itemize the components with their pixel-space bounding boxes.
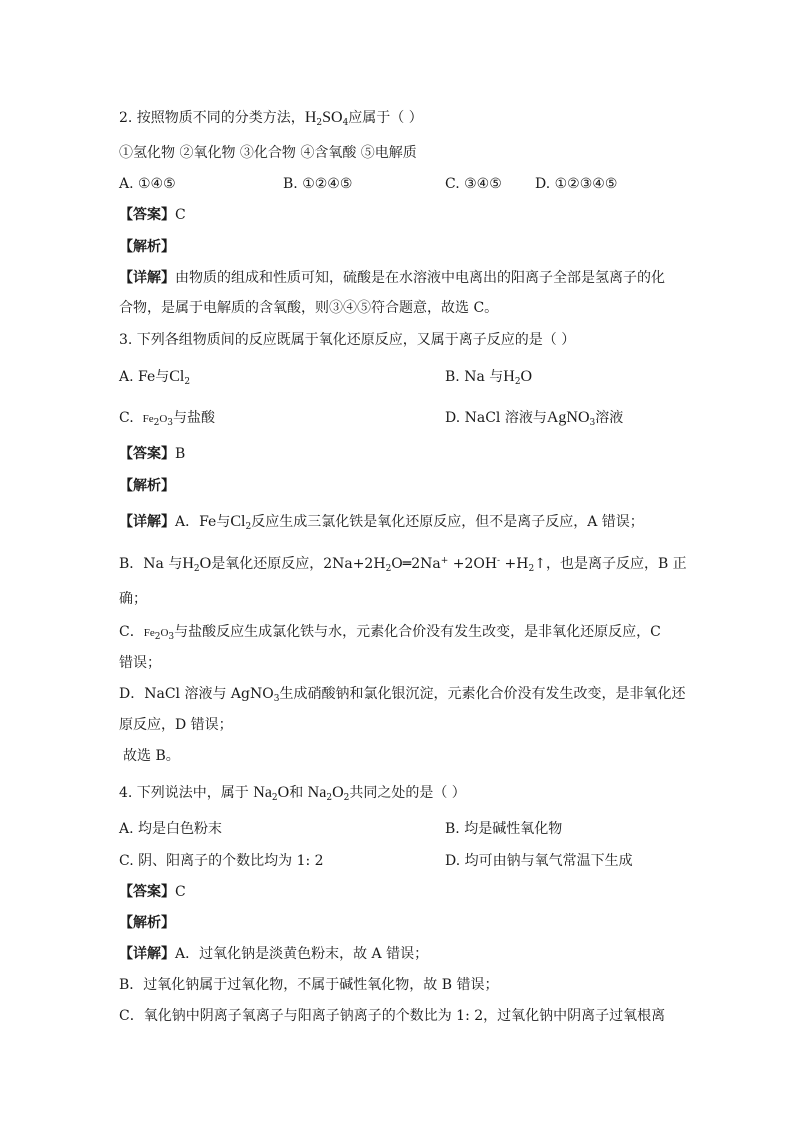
q3-detail-d-cont: 原反应，D 错误； <box>119 717 233 733</box>
q3-option-b: B. Na 与$H_2O$ <box>445 368 533 387</box>
q3-option-c: C. $Fe_2O_3$与盐酸 <box>119 410 215 428</box>
q3-detail-c: C．$Fe_2O_3$与盐酸反应生成氯化铁与水，元素化合价没有发生改变，是非氧化还原反应，C <box>119 624 661 642</box>
q3-option-a: A. Fe与$Cl_2$ <box>119 368 191 387</box>
q2-detail-2: 合物，是属于电解质的含氧酸，则③④⑤符合题意，故选 C。 <box>119 300 499 316</box>
q3-conclusion: 故选 B。 <box>123 748 180 764</box>
q3-option-d: D. NaCl 溶液与AgNO$_3$溶液 <box>445 409 624 428</box>
q4-option-c: C. 阴、阳离子的个数比均为 1: 2 <box>119 853 324 869</box>
q3-detail-a: 【详解】A．Fe与$Cl_2$反应生成三氯化铁是氧化还原反应，但不是离子反应，A 错误； <box>119 513 644 532</box>
q4-stem: 4. 下列说法中，属于 $Na_2O$和 $Na_2O_2$共同之处的是（ ） <box>119 784 466 803</box>
q3-detail-b-cont: 确； <box>119 591 147 607</box>
q3-analysis-label: 【解析】 <box>119 478 175 494</box>
q3-detail-c-cont: 错误； <box>119 655 161 671</box>
q2-analysis-label: 【解析】 <box>119 239 175 255</box>
q2-option-b: B. ①②④⑤ <box>283 176 353 192</box>
q2-stem: 2. 按照物质不同的分类方法，$H_2SO_4$应属于（ ） <box>119 109 423 128</box>
q3-detail-b: B．Na 与$H_2O$是氧化还原反应，$2Na+2H_2O═2Na^+ +2OH^-$ $+H_2↑$，也是离子反应，B 正 <box>119 555 687 574</box>
q4-answer: 【答案】C <box>119 884 186 900</box>
q4-analysis-label: 【解析】 <box>119 915 175 931</box>
q2-option-d: D. ①②③④⑤ <box>535 176 618 192</box>
q3-detail-d: D．NaCl 溶液与 AgNO$_3$生成硝酸钠和氯化银沉淀，元素化合价没有发生改变，是非氧化还 <box>119 686 686 704</box>
q2-items: ①氢化物 ②氧化物 ③化合物 ④含氧酸 ⑤电解质 <box>119 145 417 161</box>
q2-detail-1: 【详解】由物质的组成和性质可知，硫酸是在水溶液中电离出的阳离子全部是氢离子的化 <box>119 270 665 286</box>
q3-stem: 3. 下列各组物质间的反应既属于氧化还原反应，又属于离子反应的是（ ） <box>119 332 576 348</box>
q2-option-a: A. ①④⑤ <box>119 176 176 192</box>
q4-detail-b: B．过氧化钠属于过氧化物，不属于碱性氧化物，故 B 错误； <box>119 977 499 993</box>
q4-detail-a: 【详解】A．过氧化钠是淡黄色粉末，故 A 错误； <box>119 946 429 962</box>
q2-answer: 【答案】C <box>119 207 186 223</box>
q3-answer: 【答案】B <box>119 446 186 462</box>
q2-option-c: C. ③④⑤ <box>445 176 502 192</box>
q4-option-b: B. 均是碱性氧化物 <box>445 821 563 837</box>
q4-option-d: D. 均可由钠与氧气常温下生成 <box>445 853 633 869</box>
q4-option-a: A. 均是白色粉末 <box>119 821 223 837</box>
q4-detail-c: C．氧化钠中阴离子氧离子与阳离子钠离子的个数比为 1: 2，过氧化钠中阴离子过氧根离 <box>119 1008 666 1024</box>
